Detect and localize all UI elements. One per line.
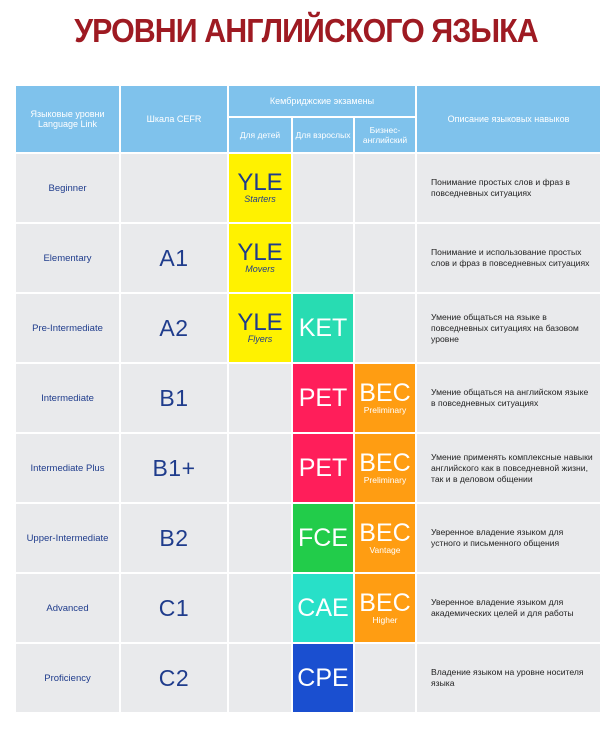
description-cell: Понимание простых слов и фраз в повседневных ситуациях [417,154,600,222]
level-name-cell: Beginner [16,154,119,222]
header-cambridge-exams: Кембриджские экзамены [229,86,415,116]
header-description: Описание языковых навыков [417,86,600,152]
cefr-cell: C1 [121,574,227,642]
adults-exam-cell: CPE [293,644,353,712]
description-cell: Умение общаться на английском языке в повседневных ситуациях [417,364,600,432]
level-name-cell: Advanced [16,574,119,642]
kids-exam-level: Flyers [247,334,273,344]
header-language-level: Языковые уровни Language Link [16,86,119,152]
business-exam-cell [355,364,415,432]
business-exam-name: BEC [359,379,411,407]
business-exam-cell [355,504,415,572]
business-exam-level: Higher [372,615,398,625]
header-kids: Для детей [229,118,291,152]
kids-exam-cell [229,504,291,572]
cefr-cell [121,154,227,222]
description-cell: Умение общаться на языке в повседневных ситуациях на базовом уровне [417,294,600,362]
business-exam-level: Preliminary [363,405,407,415]
table-row [16,434,600,502]
table-row [16,224,600,292]
adults-exam-cell: PET [293,364,353,432]
levels-table-body [16,154,600,712]
level-name-cell: Proficiency [16,644,119,712]
cefr-cell: B1+ [121,434,227,502]
level-name-cell: Upper-Intermediate [16,504,119,572]
business-exam-cell [355,644,415,712]
description-cell: Уверенное владение языком для академических целей и для работы [417,574,600,642]
level-name-cell: Intermediate Plus [16,434,119,502]
kids-exam-cell [229,364,291,432]
table-row [16,364,600,432]
header-business: Бизнес-английский [355,118,415,152]
kids-exam-cell [229,154,291,222]
business-exam-level: Preliminary [363,475,407,485]
level-name-cell: Pre-Intermediate [16,294,119,362]
business-exam-cell [355,154,415,222]
business-exam-level: Vantage [369,545,401,555]
table-row [16,294,600,362]
business-exam-cell [355,294,415,362]
table-row [16,644,600,712]
description-cell: Уверенное владение языком для устного и письменного общения [417,504,600,572]
table-row [16,504,600,572]
kids-exam-cell [229,574,291,642]
adults-exam-cell: KET [293,294,353,362]
adults-exam-cell [293,224,353,292]
adults-exam-cell [293,154,353,222]
cefr-cell: A1 [121,224,227,292]
description-cell: Умение применять комплексные навыки английского как в повседневной жизни, так и в деловом общении [417,434,600,502]
kids-exam-name: YLE [237,169,283,196]
kids-exam-cell [229,644,291,712]
adults-exam-cell: FCE [293,504,353,572]
business-exam-cell [355,574,415,642]
adults-exam-cell: PET [293,434,353,502]
page-title: УРОВНИ АНГЛИЙСКОГО ЯЗЫКА [74,12,538,49]
kids-exam-level: Movers [245,264,275,274]
kids-exam-cell [229,434,291,502]
levels-table [14,84,602,714]
kids-exam-name: YLE [237,309,283,336]
header-adults: Для взрослых [293,118,353,152]
cefr-cell: B2 [121,504,227,572]
kids-exam-name: YLE [237,239,283,266]
description-cell: Владение языком на уровне носителя языка [417,644,600,712]
business-exam-name: BEC [359,449,411,477]
kids-exam-level: Starters [244,194,276,204]
business-exam-name: BEC [359,589,411,617]
table-row [16,574,600,642]
business-exam-cell [355,224,415,292]
header-cefr: Шкала CEFR [121,86,227,152]
cefr-cell: B1 [121,364,227,432]
table-row [16,154,600,222]
business-exam-cell [355,434,415,502]
kids-exam-cell [229,294,291,362]
business-exam-name: BEC [359,519,411,547]
adults-exam-cell: CAE [293,574,353,642]
cefr-cell: C2 [121,644,227,712]
level-name-cell: Intermediate [16,364,119,432]
level-name-cell: Elementary [16,224,119,292]
cefr-cell: A2 [121,294,227,362]
kids-exam-cell [229,224,291,292]
description-cell: Понимание и использование простых слов и фраз в повседневных ситуациях [417,224,600,292]
